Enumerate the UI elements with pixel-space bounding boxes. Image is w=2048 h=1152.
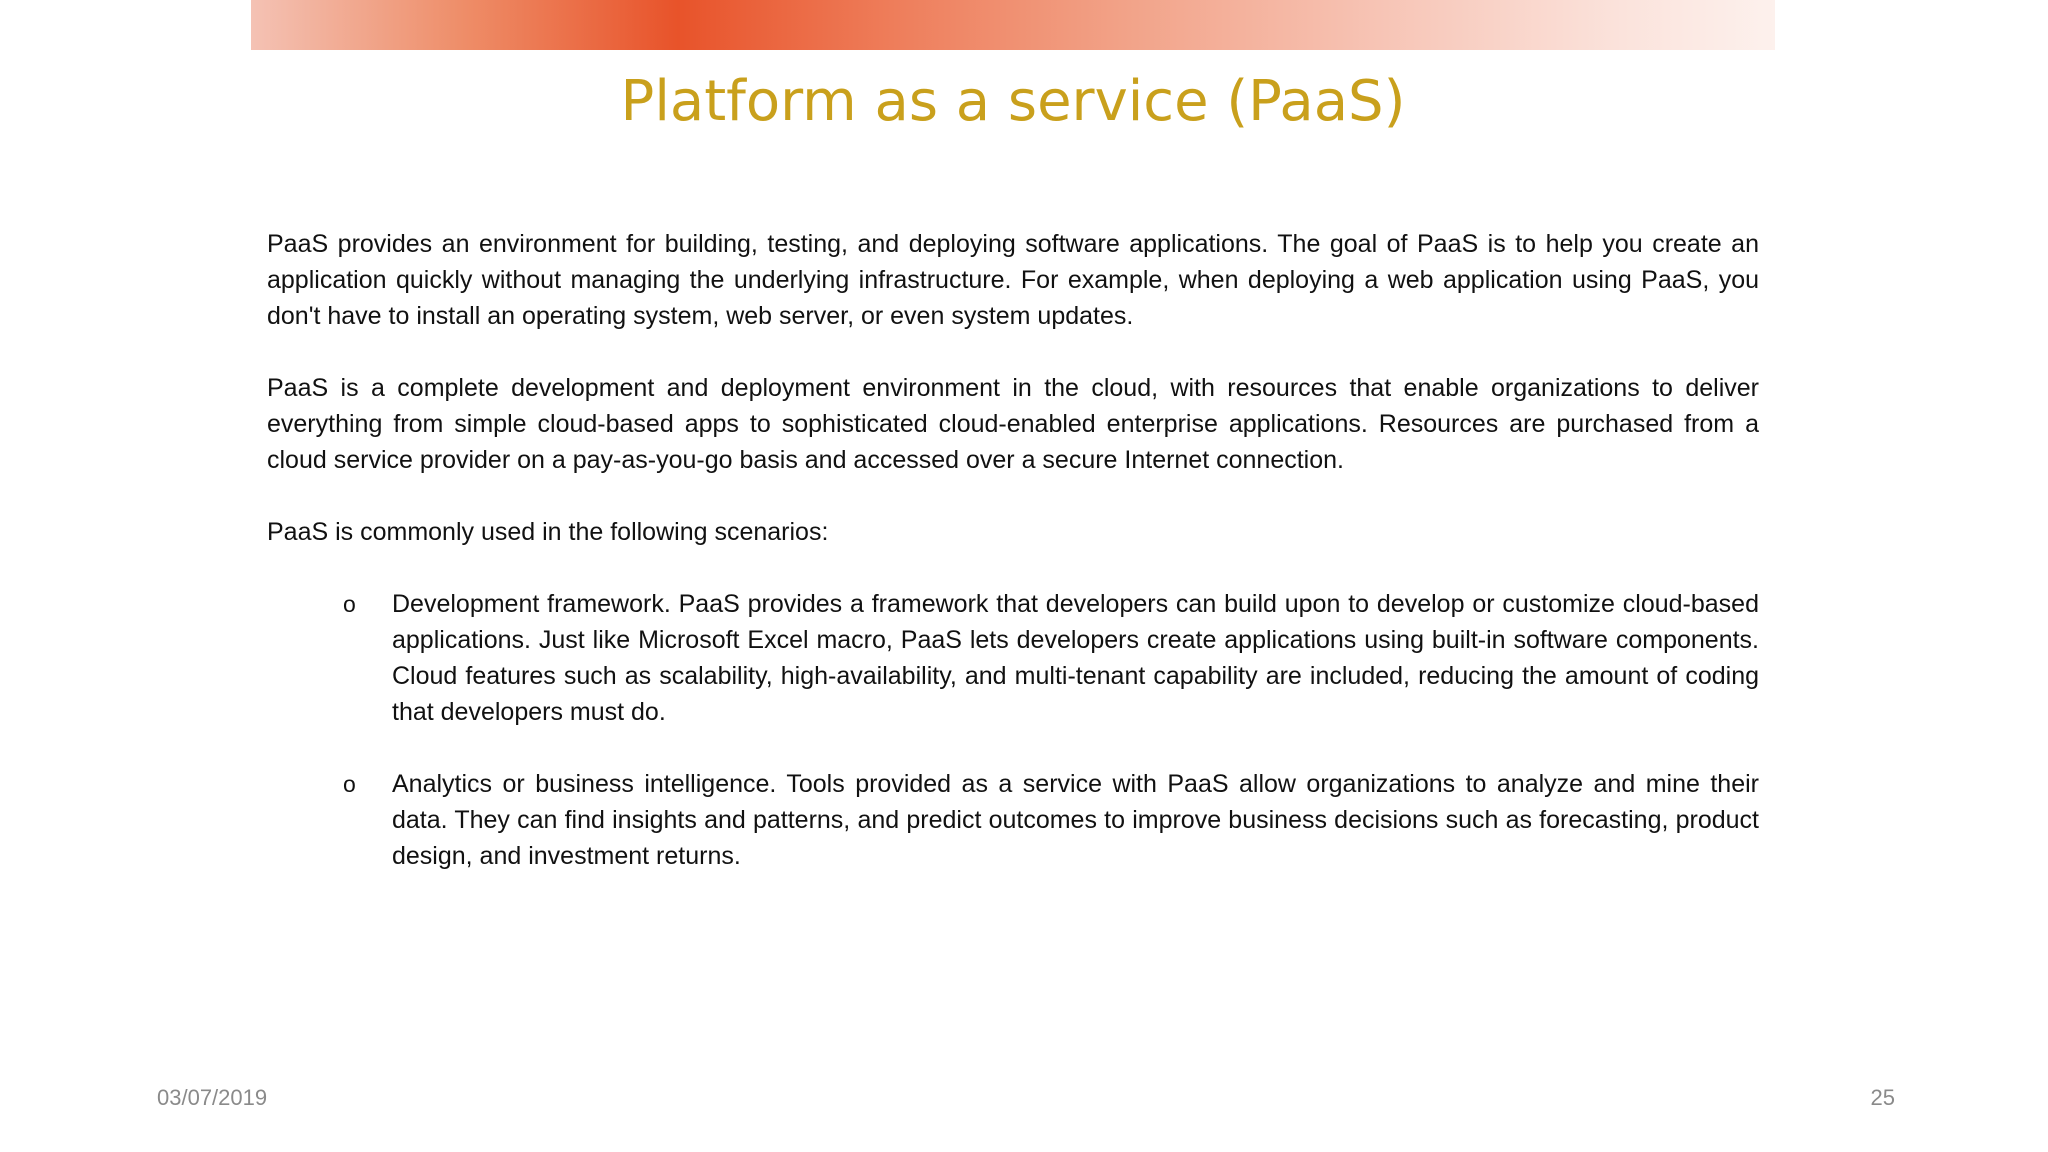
list-item-development-framework (267, 586, 1759, 730)
paragraph-intro: PaaS provides an environment for building, testing, and deploying software applications. The goal of PaaS is to help you create an application quickly without managing the underlying infrastructure. For example, when deploying a web application using PaaS, you don't have to install an operating system, web server, or even system updates. (267, 230, 1759, 330)
hollow-circle-bullet-icon: o (343, 591, 356, 617)
slide-title: Platform as a service (PaaS) (620, 69, 1406, 134)
slide-body (267, 226, 1759, 910)
footer-date: 03/07/2019 (157, 1085, 268, 1110)
decorative-top-band (251, 0, 1775, 50)
footer-page-number: 25 (1870, 1085, 1895, 1110)
hollow-circle-bullet-icon: o (343, 771, 356, 797)
list-item-analytics (267, 766, 1759, 874)
bullet-text: Development framework. PaaS provides a framework that developers can build upon to develop or customize cloud-based applications. Just like Microsoft Excel macro, PaaS lets developers create applications using built-in software components. Cloud features such as scalability, high-availability, and multi-tenant capability are included, reducing the amount of coding that developers must do. (392, 590, 1759, 726)
paragraph-environment: PaaS is a complete development and deployment environment in the cloud, with resources that enable organizations to deliver everything from simple cloud-based apps to sophisticated cloud-enabled enterprise applications. Resources are purchased from a cloud service provider on a pay-as-you-go basis and accessed over a secure Internet connection. (267, 374, 1759, 474)
paragraph-scenarios-lead: PaaS is commonly used in the following scenarios: (267, 518, 829, 546)
bullet-text: Analytics or business intelligence. Tools provided as a service with PaaS allow organizations to analyze and mine their data. They can find insights and patterns, and predict outcomes to improve business decisions such as forecasting, product design, and investment returns. (392, 770, 1759, 870)
scenario-list (267, 586, 1759, 874)
